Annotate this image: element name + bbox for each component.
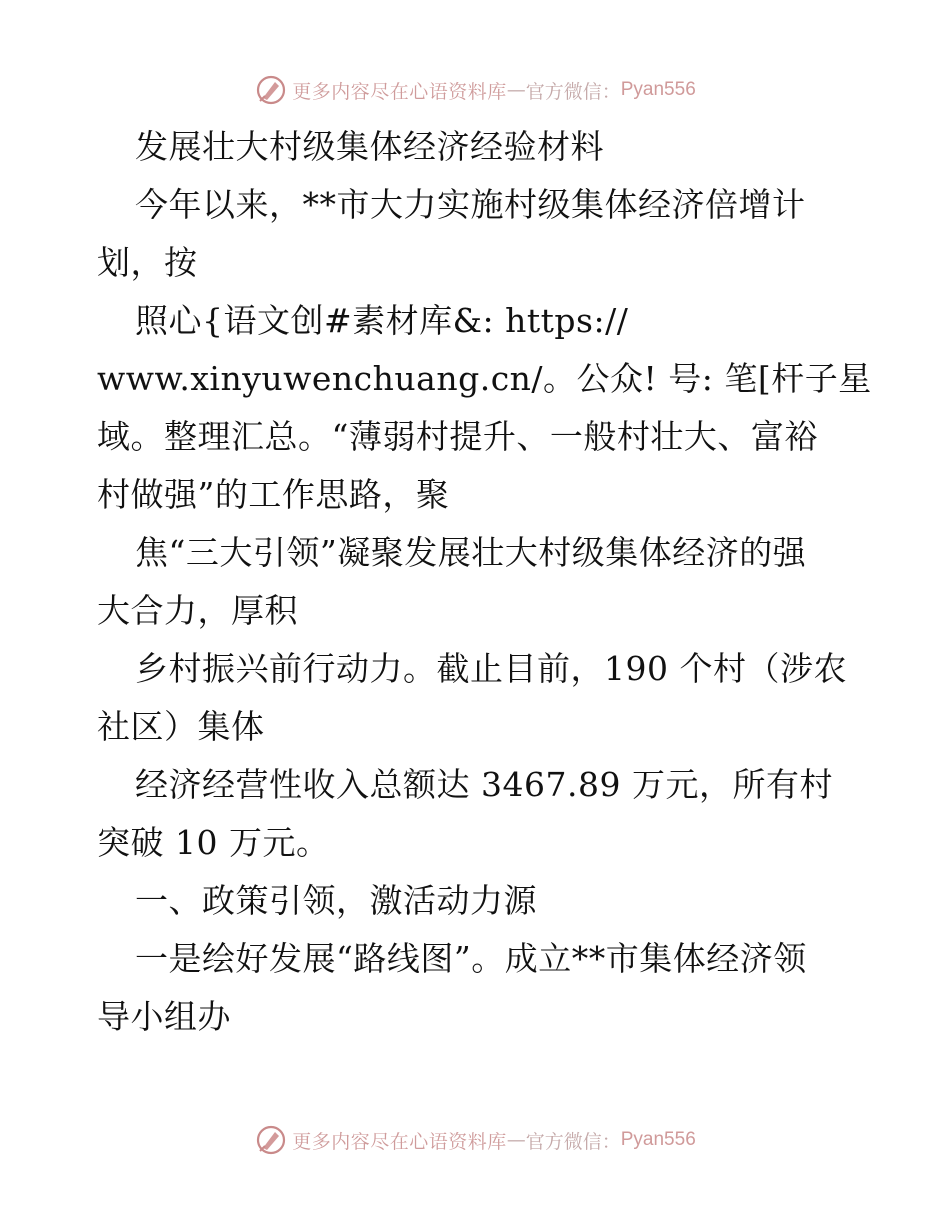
watermark-wechat-label: 官方微信： [525,1130,621,1153]
watermark-separator: — [506,1129,526,1151]
watermark-handle: Pyan556 [620,1129,696,1150]
footer-watermark [0,1120,950,1160]
watermark-brand: 更多内容尽在心语资料库 [292,80,507,103]
pen-nib-logo-icon [254,73,288,107]
paragraph-line: 大合力，厚积 [97,591,298,630]
paragraph-line: 划，按 [97,243,198,282]
pen-nib-logo-icon [254,1123,288,1157]
paragraph-line: 照心{语文创#素材库&: https:// [135,301,629,340]
document-title: 发展壮大村级集体经济经验材料 [135,127,604,166]
paragraph-line: 突破 10 万元。 [97,823,330,862]
paragraph-line: 今年以来，**市大力实施村级集体经济倍增计 [135,185,806,224]
header-watermark [0,70,950,110]
paragraph-line: 乡村振兴前行动力。截止目前，190 个村（涉农 [135,649,847,688]
paragraph-line: 经济经营性收入总额达 3467.89 万元，所有村 [135,765,833,804]
paragraph-line: www.xinyuwenchuang.cn/。公众! 号: 笔[杆子星 [97,359,872,398]
watermark-separator: — [506,79,526,101]
watermark-wechat-label: 官方微信： [525,80,621,103]
paragraph-line: 社区）集体 [97,707,265,746]
section-heading: 一、政策引领，激活动力源 [135,881,537,920]
watermark-handle: Pyan556 [620,79,696,100]
document-body [97,118,872,1046]
paragraph-line: 村做强”的工作思路，聚 [97,475,450,514]
paragraph-line: 焦“三大引领”凝聚发展壮大村级集体经济的强 [135,533,807,572]
paragraph-line: 域。整理汇总。“薄弱村提升、一般村壮大、富裕 [97,417,818,456]
paragraph-line: 一是绘好发展“路线图”。成立**市集体经济领 [135,939,807,978]
paragraph-line: 导小组办 [97,997,231,1036]
watermark-brand: 更多内容尽在心语资料库 [292,1130,507,1153]
